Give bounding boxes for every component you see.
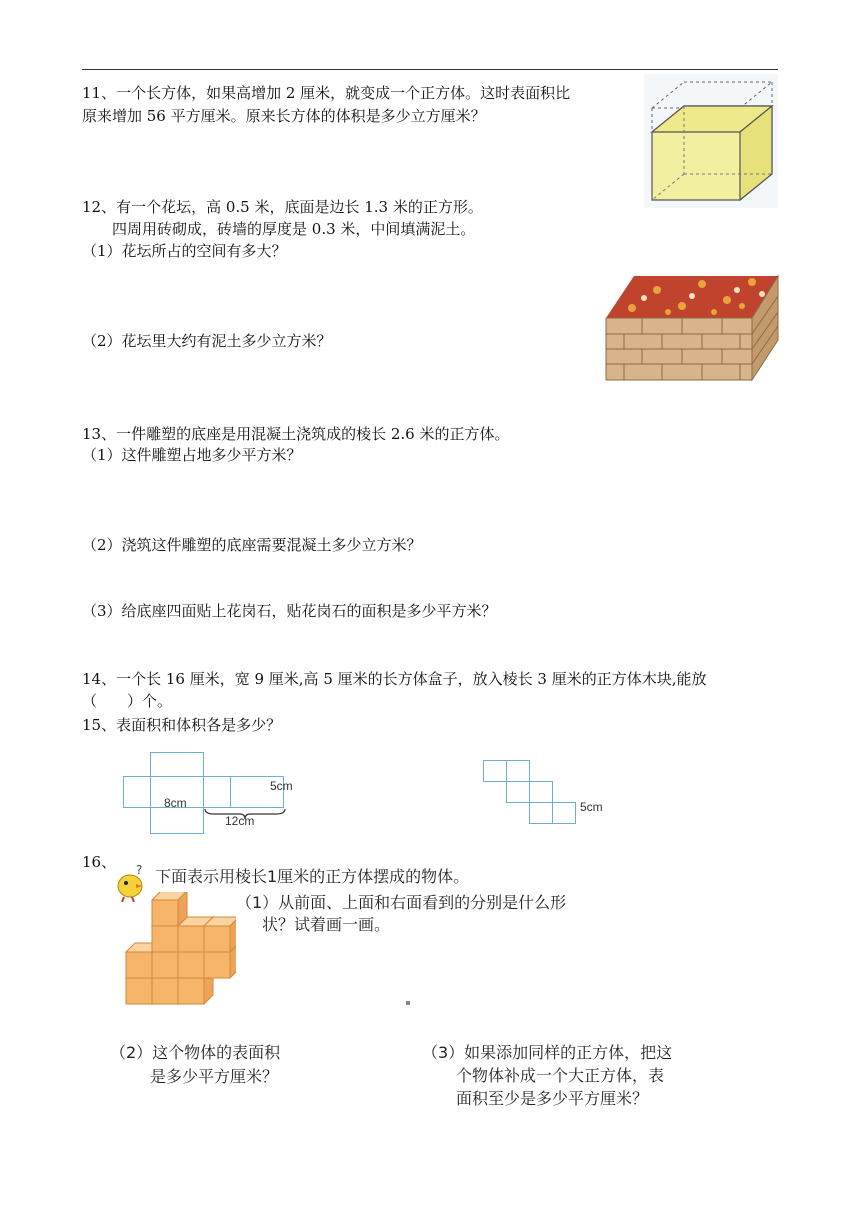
q13-sub2: （2）浇筑这件雕塑的底座需要混凝土多少立方米？ — [82, 536, 422, 554]
q16-sub3-line3: 面积至少是多少平方厘米？ — [456, 1089, 649, 1108]
q16-sub3-line1: （3）如果添加同样的正方体，把这 — [422, 1043, 673, 1062]
small-mark — [406, 1001, 410, 1005]
q16-intro: 下面表示用棱长1厘米的正方体摆成的物体。 — [155, 867, 470, 886]
net1-width-label: 5cm — [270, 779, 293, 793]
flower-bed-illustration — [602, 268, 780, 382]
q14-line2: （ ）个。 — [82, 692, 173, 710]
cube-net — [483, 760, 583, 826]
q16-sub1-line2: 状？试着画一画。 — [262, 915, 391, 934]
cuboid-net — [123, 752, 303, 834]
q13-sub3: （3）给底座四面贴上花岗石，贴花岗石的面积是多少平方米？ — [82, 602, 497, 620]
q13-sub1: （1）这件雕塑占地多少平方米？ — [82, 446, 302, 464]
q12-sub2: （2）花坛里大约有泥土多少立方米？ — [82, 332, 332, 350]
q11-line2: 原来增加 56 平方厘米。原来长方体的体积是多少立方厘米？ — [82, 107, 486, 125]
orange-cube — [152, 892, 187, 926]
net1-length-label: 12cm — [225, 814, 255, 828]
stacked-cubes-illustration — [124, 892, 236, 1010]
header-rule — [82, 69, 778, 70]
q14-line1: 14、一个长 16 厘米，宽 9 厘米,高 5 厘米的长方体盒子，放入棱长 3 厘米的正方体木块,能放 — [82, 670, 707, 688]
net2-edge-label: 5cm — [580, 800, 603, 814]
q16-sub1-line1: （1）从前面、上面和右面看到的分别是什么形 — [236, 893, 567, 912]
q12-line1: 12、有一个花坛，高 0.5 米，底面是边长 1.3 米的正方形。 — [82, 198, 483, 216]
q16-sub3-line2: 个物体补成一个大正方体，表 — [456, 1066, 665, 1085]
q13-line1: 13、一件雕塑的底座是用混凝土浇筑成的棱长 2.6 米的正方体。 — [82, 425, 510, 443]
svg-text:?: ? — [136, 863, 143, 877]
q16-number: 16、 — [82, 853, 117, 871]
q12-line2: 四周用砖砌成，砖墙的厚度是 0.3 米，中间填满泥土。 — [112, 220, 476, 238]
cube-illustration — [644, 74, 778, 208]
q16-sub2-line1: （2）这个物体的表面积 — [110, 1043, 281, 1062]
q12-sub1: （1）花坛所占的空间有多大？ — [82, 242, 287, 260]
net1-height-label: 8cm — [164, 796, 187, 810]
orange-cube — [204, 917, 236, 952]
q16-sub2-line2: 是多少平方厘米？ — [150, 1067, 279, 1086]
q11-line1: 11、一个长方体，如果高增加 2 厘米，就变成一个正方体。这时表面积比 — [82, 84, 571, 102]
q15-line1: 15、表面积和体积各是多少？ — [82, 716, 282, 734]
